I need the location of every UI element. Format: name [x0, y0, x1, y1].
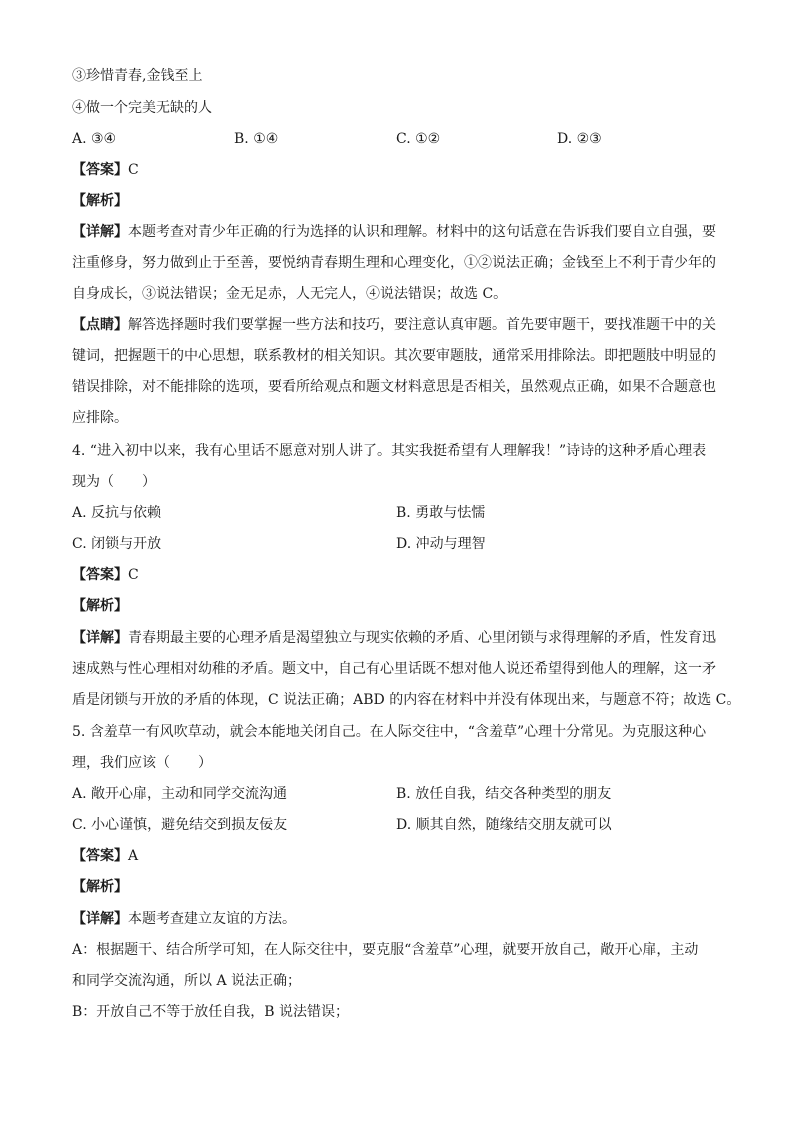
q5-option-b: B. 放任自我，结交各种类型的朋友 [396, 786, 612, 802]
q3-detail-line-3: 自身成长，③说法错误；金无足赤，人无完人，④说法错误；故选 C。 [72, 286, 508, 302]
detail-tag: 【详解】 [72, 224, 128, 240]
q4-stem-line-2: 现为（ ） [72, 474, 156, 490]
answer-tag: 【答案】 [72, 848, 128, 864]
detail-text: 本题考查对青少年正确的行为选择的认识和理解。材料中的这句话意在告诉我们要自立自强，要 [128, 224, 716, 240]
detail-tag: 【详解】 [72, 911, 128, 927]
q3-option-c: C. ①② [396, 131, 441, 147]
q4-detail-line-3: 盾是闭锁与开放的矛盾的体现，C 说法正确；ABD 的内容在材料中并没有体现出来，与题意不符；故选 C。 [72, 692, 741, 708]
q3-option-a: A. ③④ [72, 131, 117, 147]
q4-option-c: C. 闭锁与开放 [72, 536, 162, 552]
answer-value: C [128, 567, 139, 583]
q5-analysis-heading [72, 877, 724, 897]
q5-stem-line-1: 5. 含羞草一有风吹草动，就会本能地关闭自己。在人际交往中，“含羞草”心理十分常见。为克服这种心 [72, 724, 707, 740]
q5-option-a: A. 敞开心扉，主动和同学交流沟通 [72, 786, 288, 802]
q4-analysis-heading [72, 596, 724, 616]
q3-answer [72, 160, 724, 180]
q5-point-b: B：开放自己不等于放任自我，B 说法错误； [72, 1004, 350, 1020]
analysis-tag: 【解析】 [72, 598, 128, 614]
detail-tag: 【详解】 [72, 630, 128, 646]
q3-option-d: D. ②③ [557, 131, 602, 147]
q3-stem-line-3: ③珍惜青春,金钱至上 [72, 68, 203, 84]
q5-point-a-line-2: 和同学交流沟通，所以 A 说法正确； [72, 973, 302, 989]
q3-comment-line-3: 错误排除，对不能排除的选项，要看所给观点和题文材料意思是否相关，虽然观点正确，如果不合题意也 [72, 379, 716, 395]
q3-comment-line-1 [72, 315, 724, 335]
q3-stem-line-4: ④做一个完美无缺的人 [72, 100, 212, 116]
comment-text: 解答选择题时我们要掌握一些方法和技巧，要注意认真审题。首先要审题干，要找准题干中的关 [128, 317, 716, 333]
q3-analysis-heading [72, 191, 724, 211]
answer-tag: 【答案】 [72, 567, 128, 583]
q3-comment-line-4: 应排除。 [72, 410, 128, 426]
q3-comment-line-2: 键词，把握题干的中心思想，联系教材的相关知识。其次要审题肢，通常采用排除法。即把题肢中明显的 [72, 348, 716, 364]
comment-tag: 【点睛】 [72, 317, 128, 333]
q4-stem-line-1: 4. “进入初中以来，我有心里话不愿意对别人讲了。其实我挺希望有人理解我！”诗诗的这种矛盾心理表 [72, 443, 707, 459]
q3-detail-line-1 [72, 222, 724, 242]
q4-option-a: A. 反抗与依赖 [72, 505, 162, 521]
q3-option-b: B. ①④ [234, 131, 279, 147]
q5-answer [72, 846, 724, 866]
q3-detail-line-2: 注重修身，努力做到止于至善，要悦纳青春期生理和心理变化，①②说法正确；金钱至上不利于青少年的 [72, 255, 716, 271]
analysis-tag: 【解析】 [72, 193, 128, 209]
q4-detail-line-2: 速成熟与性心理相对幼稚的矛盾。题文中，自己有心里话既不想对他人说还希望得到他人的理解，这一矛 [72, 661, 716, 677]
answer-tag: 【答案】 [72, 162, 128, 178]
answer-value: A [128, 848, 139, 864]
q5-stem-line-2: 理，我们应该（ ） [72, 755, 212, 771]
detail-text: 青春期最主要的心理矛盾是渴望独立与现实依赖的矛盾、心里闭锁与求得理解的矛盾，性发育迅 [128, 630, 716, 646]
q4-option-b: B. 勇敢与怯懦 [396, 505, 486, 521]
q5-option-c: C. 小心谨慎，避免结交到损友佞友 [72, 817, 288, 833]
answer-value: C [128, 162, 139, 178]
q4-option-d: D. 冲动与理智 [396, 536, 486, 552]
q5-option-d: D. 顺其自然，随缘结交朋友就可以 [396, 817, 612, 833]
q5-detail-line [72, 909, 724, 929]
q4-answer [72, 565, 724, 585]
q4-detail-line-1 [72, 628, 724, 648]
analysis-tag: 【解析】 [72, 879, 128, 895]
detail-text: 本题考查建立友谊的方法。 [128, 911, 296, 927]
q5-point-a-line-1: A：根据题干、结合所学可知，在人际交往中，要克服“含羞草”心理，就要开放自己，敞开心扉，主动 [72, 942, 699, 958]
